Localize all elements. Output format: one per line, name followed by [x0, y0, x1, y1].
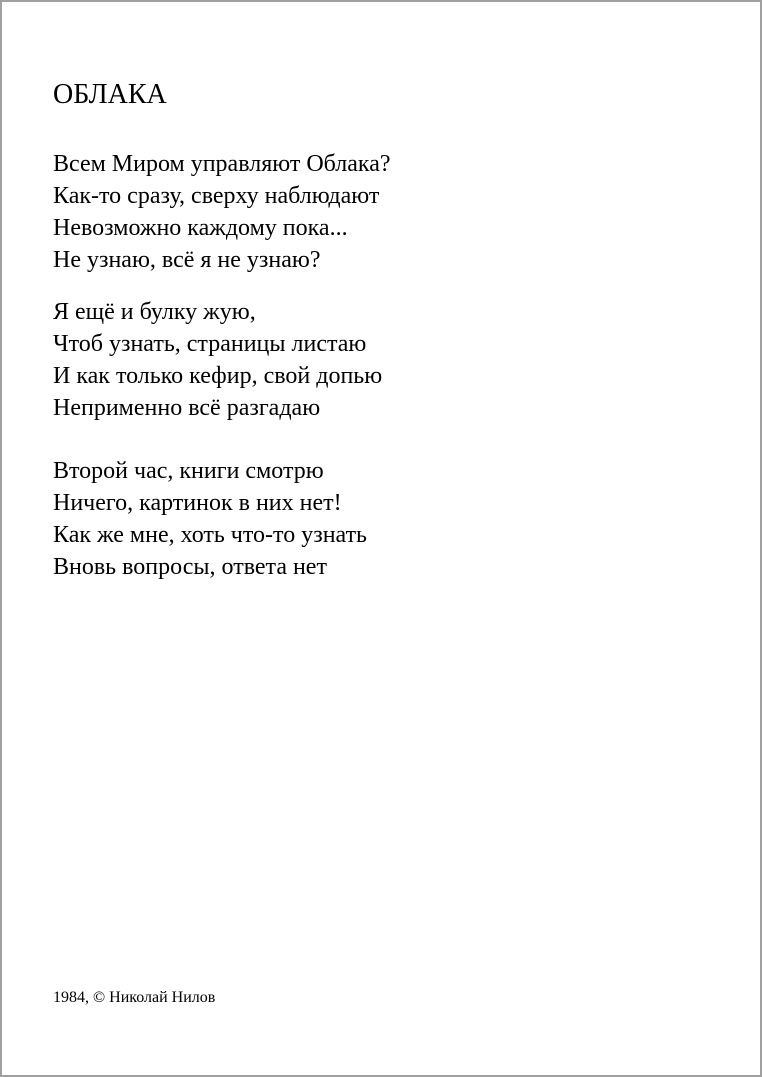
poem-line: Вновь вопросы, ответа нет	[53, 554, 327, 580]
poem-line: Второй час, книги смотрю	[53, 458, 324, 484]
poem-line: Я ещё и булку жую,	[53, 299, 256, 325]
poem-line: Чтоб узнать, страницы листаю	[53, 331, 367, 357]
stanza-3	[53, 455, 367, 583]
poem-title: ОБЛАКА	[53, 79, 167, 110]
poem-line: Как-то сразу, сверху наблюдают	[53, 183, 380, 209]
poem-line: Неприменно всё разгадаю	[53, 395, 321, 421]
poem-line: Не узнаю, всё я не узнаю?	[53, 247, 321, 273]
poem-line: Невозможно каждому пока...	[53, 215, 348, 241]
poem-line: Ничего, картинок в них нет!	[53, 490, 342, 516]
stanza-2	[53, 296, 382, 424]
poem-line: Как же мне, хоть что-то узнать	[53, 522, 368, 548]
poem-line: И как только кефир, свой допью	[53, 363, 383, 389]
stanza-1	[53, 148, 391, 276]
copyright-footer: 1984, © Николай Нилов	[53, 989, 216, 1006]
poem-line: Всем Миром управляют Облака?	[53, 151, 391, 177]
